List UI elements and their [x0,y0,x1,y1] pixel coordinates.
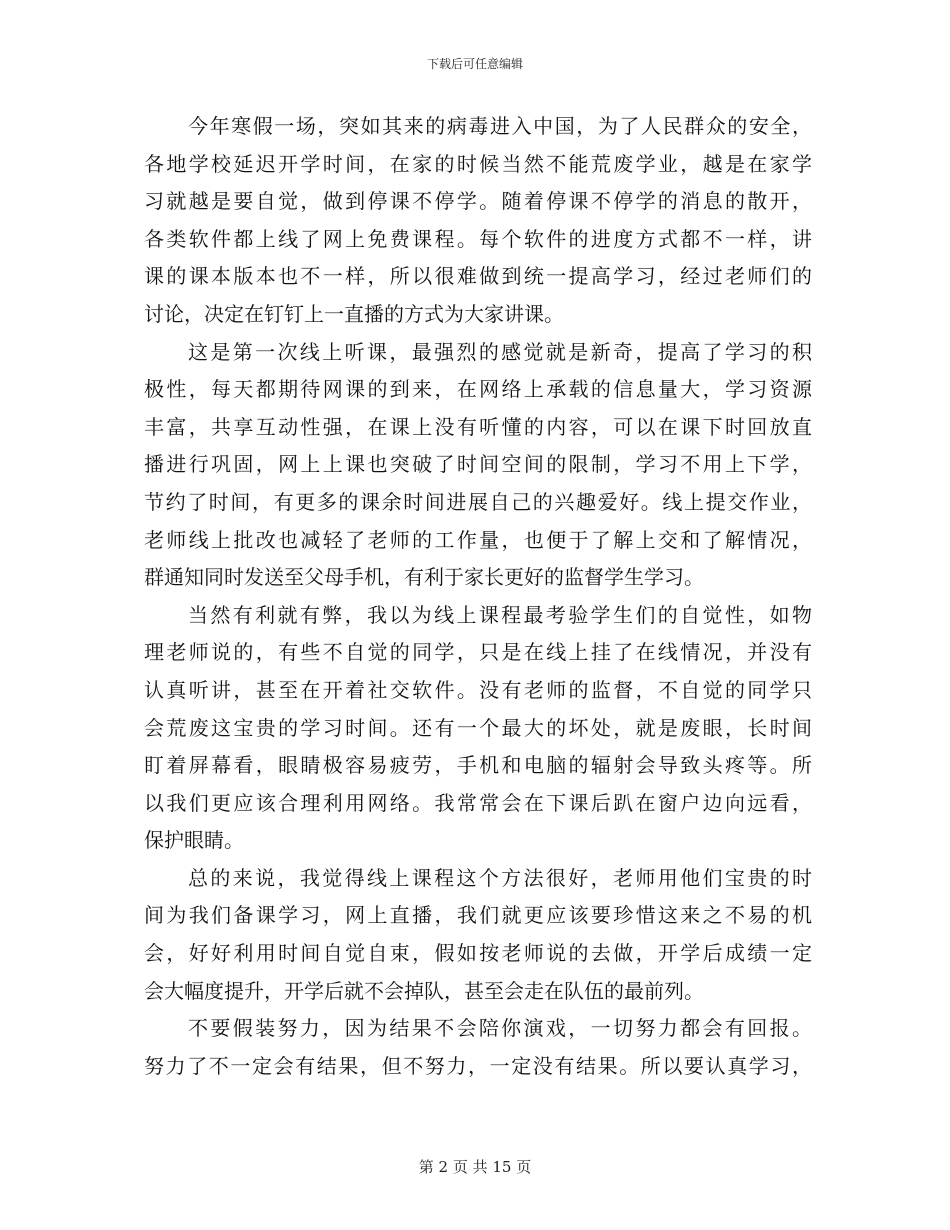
paragraph-3-line-4: 会荒废这宝贵的学习时间。还有一个最大的坏处，就是废眼，长时间 [144,715,812,740]
paragraph-5-line-1: 不要假装努力，因为结果不会陪你演戏，一切努力都会有回报。 [188,1016,812,1041]
paragraph-2-line-2: 极性，每天都期待网课的到来，在网络上承载的信息量大，学习资源 [144,377,812,402]
page-header: 下载后可任意编辑 [426,57,523,71]
paragraph-3-line-2: 理老师说的，有些不自觉的同学，只是在线上挂了在线情况，并没有 [144,640,812,665]
paragraph-5-line-2: 努力了不一定会有结果，但不努力，一定没有结果。所以要认真学习， [144,1053,812,1078]
paragraph-2-line-1: 这是第一次线上听课，最强烈的感觉就是新奇，提高了学习的积 [188,339,812,364]
paragraph-3-line-7: 保护眼睛。 [144,828,244,853]
paragraph-4-line-3: 会，好好利用时间自觉自束，假如按老师说的去做，开学后成绩一定 [144,941,812,966]
paragraph-2-line-6: 老师线上批改也减轻了老师的工作量，也便于了解上交和了解情况， [144,527,812,552]
paragraph-1-line-2: 各地学校延迟开学时间，在家的时候当然不能荒废学业，越是在家学 [144,151,812,176]
document-body [144,108,812,1085]
paragraph-1-line-3: 习就越是要自觉，做到停课不停学。随着停课不停学的消息的散开， [144,189,812,214]
paragraph-3-line-3: 认真听讲，甚至在开着社交软件。没有老师的监督，不自觉的同学只 [144,677,812,702]
paragraph-3-line-6: 以我们更应该合理利用网络。我常常会在下课后趴在窗户边向远看， [144,790,812,815]
page-number-footer: 第 2 页 共 15 页 [418,1158,532,1176]
paragraph-1-line-6: 讨论，决定在钉钉上一直播的方式为大家讲课。 [144,301,564,326]
paragraph-4-line-2: 间为我们备课学习，网上直播，我们就更应该要珍惜这来之不易的机 [144,903,812,928]
paragraph-1-line-4: 各类软件都上线了网上免费课程。每个软件的进度方式都不一样，讲 [144,226,812,251]
paragraph-2-line-3: 丰富，共享互动性强，在课上没有听懂的内容，可以在课下时回放直 [144,414,812,439]
paragraph-4-line-4: 会大幅度提升，开学后就不会掉队，甚至会走在队伍的最前列。 [144,978,704,1003]
paragraph-2-line-4: 播进行巩固，网上上课也突破了时间空间的限制，学习不用上下学， [144,452,812,477]
paragraph-3-line-5: 盯着屏幕看，眼睛极容易疲劳，手机和电脑的辐射会导致头疼等。所 [144,753,812,778]
paragraph-3-line-1: 当然有利就有弊，我以为线上课程最考验学生们的自觉性，如物 [188,602,812,627]
paragraph-2-line-7: 群通知同时发送至父母手机，有利于家长更好的监督学生学习。 [144,565,704,590]
paragraph-1-line-1: 今年寒假一场，突如其来的病毒进入中国，为了人民群众的安全， [188,114,812,138]
paragraph-2-line-5: 节约了时间，有更多的课余时间进展自己的兴趣爱好。线上提交作业， [144,489,812,514]
paragraph-4-line-1: 总的来说，我觉得线上课程这个方法很好，老师用他们宝贵的时 [188,865,812,890]
paragraph-1-line-5: 课的课本版本也不一样，所以很难做到统一提高学习，经过老师们的 [144,264,812,289]
